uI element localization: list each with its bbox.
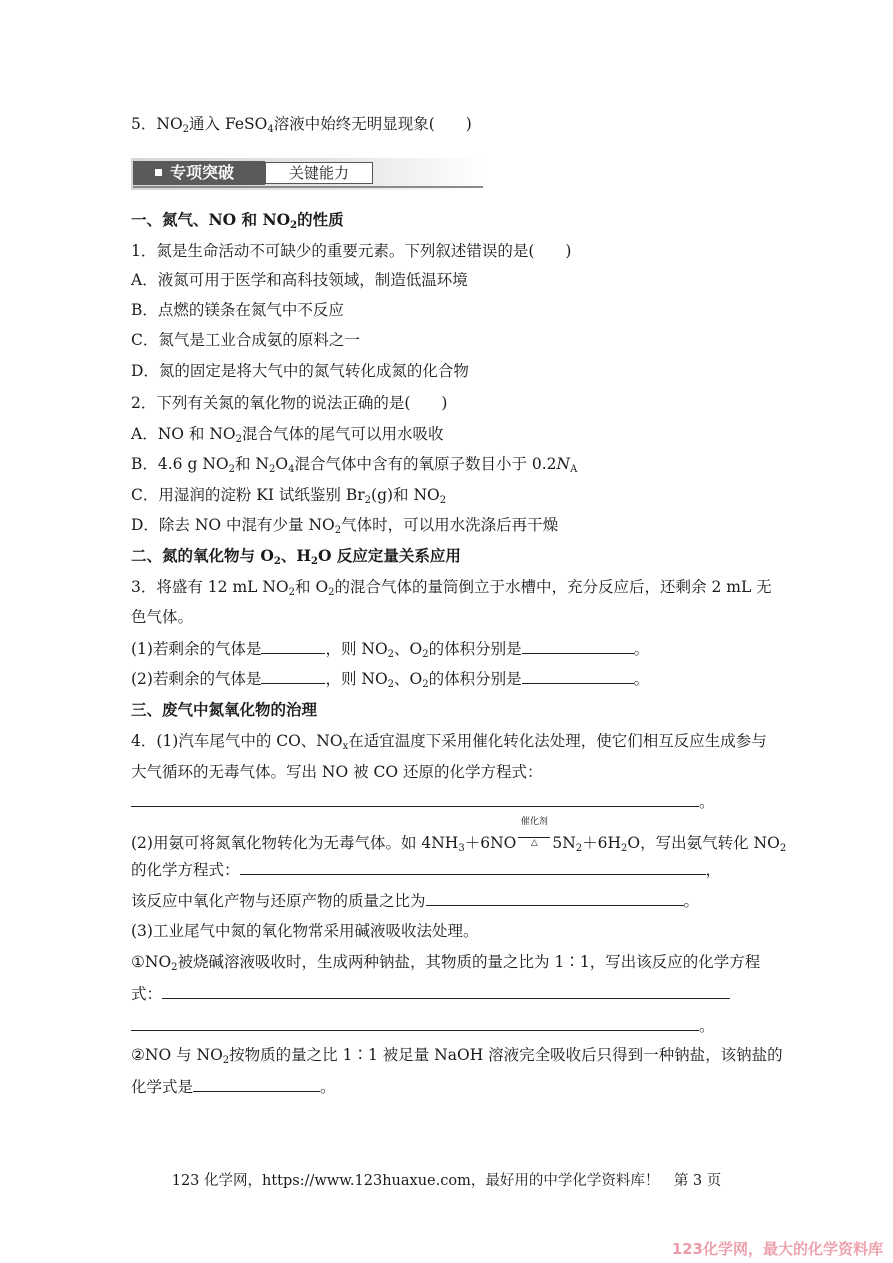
question-1-option-c: C．氮气是工业合成氨的原料之一 bbox=[131, 331, 360, 349]
banner-rule bbox=[133, 186, 483, 188]
question-1-stem: 1．氮是生命活动不可缺少的重要元素。下列叙述错误的是( ) bbox=[131, 242, 572, 260]
question-2-stem: 2．下列有关氮的氧化物的说法正确的是( ) bbox=[131, 394, 448, 412]
question-2-option-a: A．NO 和 $NO_2$混合气体的尾气可以用水吸收 bbox=[131, 425, 444, 445]
question-2-option-d: D．除去 NO 中混有少量 $NO_2$气体时，可以用水洗涤后再干燥 bbox=[131, 516, 559, 536]
site-watermark: 123化学网，最大的化学资料库 bbox=[671, 1240, 883, 1258]
question-1-option-b: B．点燃的镁条在氮气中不反应 bbox=[131, 301, 344, 319]
question-4-sub-2-line-1: ②NO 与 $NO_2$按物质的量之比 1∶1 被足量 NaOH 溶液完全吸收后只得到一种钠盐，该钠盐的 bbox=[131, 1046, 783, 1066]
banner-dark-tab: 专项突破 bbox=[133, 161, 265, 185]
question-4-part-2-line-1: (2)用氨可将氮氧化物转化为无毒气体。如 $4NH_3+6NO$ $\frac{\text{催化剂}}{\triangle}$ $5N_2+6H_2O$，写出氨气转化 $NO_2$ bbox=[131, 817, 787, 854]
answer-blank[interactable] bbox=[240, 860, 706, 875]
answer-blank[interactable] bbox=[162, 984, 730, 999]
section-heading-3: 三、废气中氮氧化物的治理 bbox=[131, 700, 318, 719]
banner-light-tab: 关键能力 bbox=[265, 162, 373, 184]
page-footer: 123 化学网，https://www.123huaxue.com，最好用的中学化学资料库！ 第 3 页 bbox=[171, 1173, 722, 1189]
question-4-sub-1-line-1: $①NO_2$被烧碱溶液吸收时，生成两种钠盐，其物质的量之比为 1∶1，写出该反应的化学方程 bbox=[131, 953, 761, 973]
section-heading-2: 二、氮的氧化物与 $O_2$、$H_2O$ 反应定量关系应用 bbox=[131, 546, 461, 567]
answer-blank[interactable] bbox=[261, 669, 325, 684]
question-3-stem-line-1: 3．将盛有 12 mL $NO_2$和 $O_2$的混合气体的量筒倒立于水槽中，充分反应后，还剩余 2 mL 无 bbox=[131, 578, 772, 598]
section-heading-1: 一、氮气、NO 和 $NO_2$的性质 bbox=[131, 210, 344, 231]
answer-blank[interactable] bbox=[522, 669, 634, 684]
question-2-option-c: C．用湿润的淀粉 KI 试纸鉴别 $Br_2(g)$和 $NO_2$ bbox=[131, 486, 447, 506]
question-4-line-2: 大气循环的无毒气体。写出 NO 被 CO 还原的化学方程式： bbox=[131, 763, 543, 781]
question-4-answer-line-1: 。 bbox=[131, 792, 715, 812]
question-1-option-a: A．液氮可用于医学和高科技领域，制造低温环境 bbox=[131, 271, 468, 289]
answer-blank[interactable] bbox=[522, 639, 634, 654]
question-4-sub-1-line-3: 。 bbox=[131, 1016, 715, 1036]
answer-blank[interactable] bbox=[261, 639, 325, 654]
question-4-part-2-line-2: 的化学方程式： ， bbox=[131, 861, 722, 879]
answer-blank[interactable] bbox=[426, 891, 684, 906]
question-5: 5．$NO_2$通入 FeSO$_4$溶液中始终无明显现象( ) bbox=[131, 115, 472, 135]
question-4-part-2-line-3: 该反应中氧化产物与还原产物的质量之比为 。 bbox=[131, 892, 700, 910]
question-3-sub-2: (2)若剩余的气体是 ，则 $NO_2$、$O_2$的体积分别是 。 bbox=[131, 670, 650, 690]
question-1-option-d: D．氮的固定是将大气中的氮气转化成氮的化合物 bbox=[131, 362, 469, 380]
reaction-condition: $\frac{\text{催化剂}}{\triangle}$ bbox=[516, 828, 552, 848]
square-bullet-icon bbox=[155, 169, 162, 176]
question-4-sub-2-line-2: 化学式是 。 bbox=[131, 1078, 336, 1096]
question-3-stem-line-2: 色气体。 bbox=[131, 608, 194, 626]
question-4-sub-1-line-2: 式： bbox=[131, 984, 730, 1004]
question-3-sub-1: (1)若剩余的气体是 ，则 $NO_2$、$O_2$的体积分别是 。 bbox=[131, 640, 650, 660]
section-banner bbox=[131, 158, 485, 190]
answer-blank[interactable] bbox=[193, 1077, 320, 1092]
question-4-part-3: (3)工业尾气中氮的氧化物常采用碱液吸收法处理。 bbox=[131, 922, 479, 940]
question-4-line-1: 4．(1)汽车尾气中的 CO、$NO_x$在适宜温度下采用催化转化法处理，使它们相互反应生成参与 bbox=[131, 732, 767, 752]
question-2-option-b: B．4.6 g $NO_2$和 $N_2O_4$混合气体中含有的氧原子数目小于 $0.2N_A$ bbox=[131, 455, 578, 475]
answer-blank[interactable] bbox=[131, 792, 699, 807]
answer-blank[interactable] bbox=[131, 1016, 699, 1031]
